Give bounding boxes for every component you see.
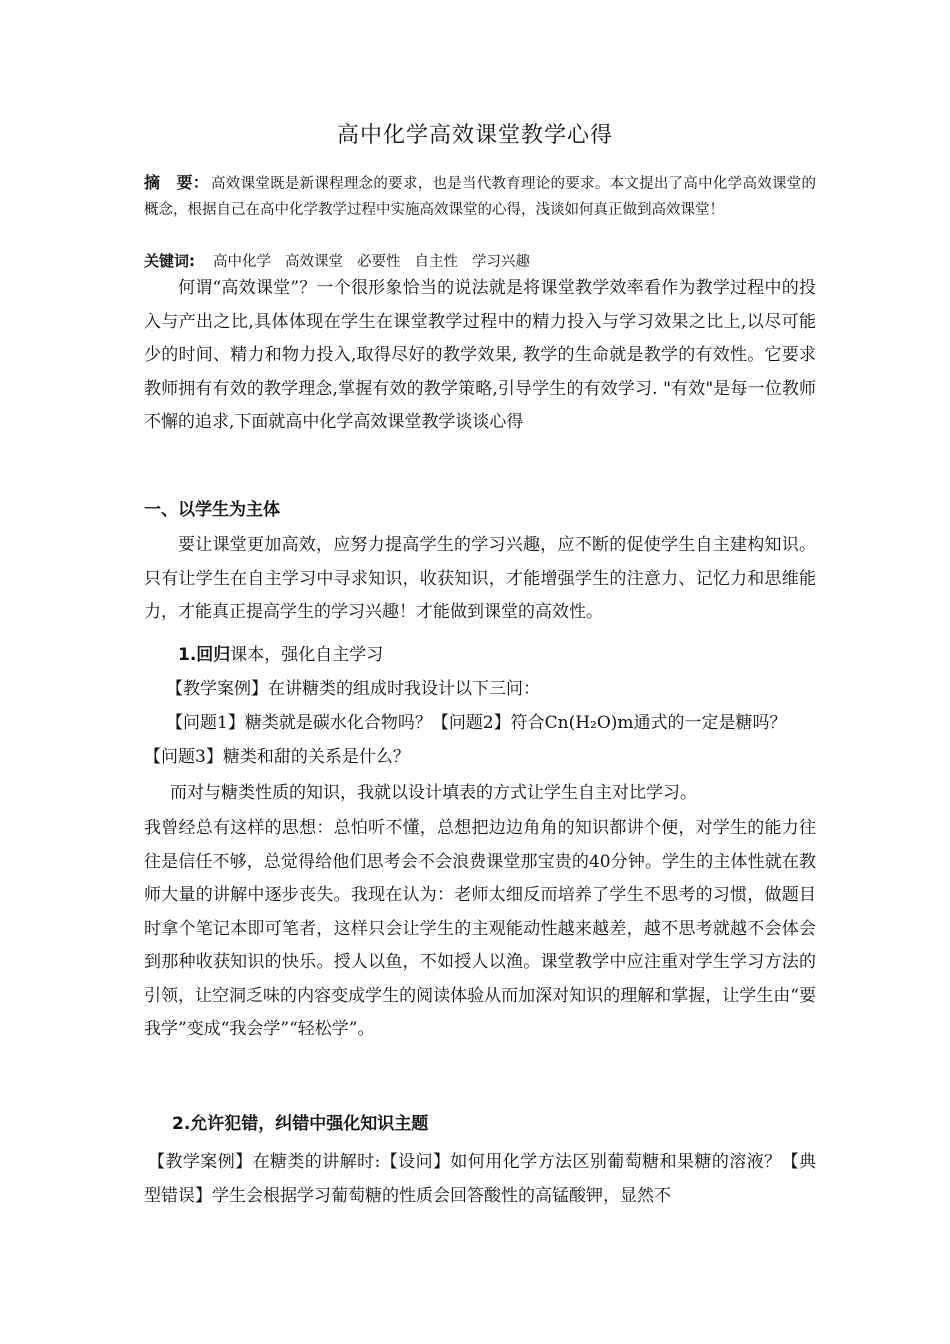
keywords-label: 关键词: (144, 252, 195, 270)
abstract-label: 摘 要： (144, 173, 210, 192)
teaching-case-line: 【教学案例】在讲糖类的组成时我设计以下三问： (166, 679, 540, 699)
section-heading: 一、以学生为主体 (144, 500, 280, 520)
keyword: 自主性 (414, 254, 458, 270)
section1-paragraph: 要让课堂更加高效，应努力提高学生的学习兴趣，应不断的促使学生自主建构知识。只有让学生在自主学习中寻求知识，收获知识，才能增强学生的注意力、记忆力和思维能力，才能真正提高学生的学习兴趣！才能做到课堂的高效性。 (144, 535, 816, 622)
intro-paragraph: 何谓“高效课堂”？一个很形象恰当的说法就是将课堂教学效率看作为教学过程中的投入与产出之比,具体体现在学生在课堂教学过程中的精力投入与学习效果之比上,以尽可能少的时间、精力和物力投入,取得尽好的教学效果, 教学的生命就是教学的有效性。它要求教师拥有有效的教学理念,掌握有效的教学策略,引导学生的有效学习. "有效"是每一位教师不懈的追求,下面就高中化学高效课堂教学谈谈心得 (144, 278, 816, 432)
subheading-1-rest: 课本，强化自主学习 (230, 645, 384, 665)
keyword: 高效课堂 (285, 254, 343, 270)
subheading-1 (178, 639, 383, 672)
question-line-1: 【问题1】糖类就是碳水化合物吗？【问题2】符合Cn(H₂O)m通式的一定是糖吗？ (166, 713, 787, 733)
abstract-text: 高效课堂既是新课程理念的要求，也是当代教育理论的要求。本文提出了高中化学高效课堂的概念，根据自己在高中化学教学过程中实施高效课堂的心得，浅谈如何真正做到高效课堂！ (144, 176, 816, 218)
fill-table-line: 而对与糖类性质的知识，我就以设计填表的方式让学生自主对比学习。 (170, 783, 697, 803)
subheading-1-bold: 1.回归 (178, 645, 231, 665)
keywords (144, 248, 816, 275)
keyword: 高中化学 (213, 254, 271, 270)
case2-paragraph: 【教学案例】在糖类的讲解时:【设问】如何用化学方法区别葡萄糖和果糖的溶液？【典型错误】学生会根据学习葡萄糖的性质会回答酸性的高锰酸钾，显然不 (144, 1152, 816, 1206)
abstract (144, 170, 816, 223)
page-title: 高中化学高效课堂教学心得 (336, 123, 613, 148)
keyword: 必要性 (357, 254, 401, 270)
keyword: 学习兴趣 (472, 254, 530, 270)
subheading-2: 2.允许犯错，纠错中强化知识主题 (172, 1114, 429, 1134)
reflection-paragraph: 我曾经总有这样的思想：总怕听不懂，总想把边边角角的知识都讲个便，对学生的能力往往是信任不够，总觉得给他们思考会不会浪费课堂那宝贵的40分钟。学生的主体性就在教师大量的讲解中逐步丧失。我现在认为：老师太细反而培养了学生不思考的习惯，做题目时拿个笔记本即可笔者，这样只会让学生的主观能动性越来越差，越不思考就越不会体会到那种收获知识的快乐。授人以鱼，不如授人以渔。课堂教学中应注重对学生学习方法的引领，让空洞乏味的内容变成学生的阅读体验从而加深对知识的理解和掌握，让学生由“要我学”变成“我会学”“轻松学”。 (144, 818, 816, 1039)
question-line-2: 【问题3】糖类和甜的关系是什么？ (144, 747, 410, 767)
